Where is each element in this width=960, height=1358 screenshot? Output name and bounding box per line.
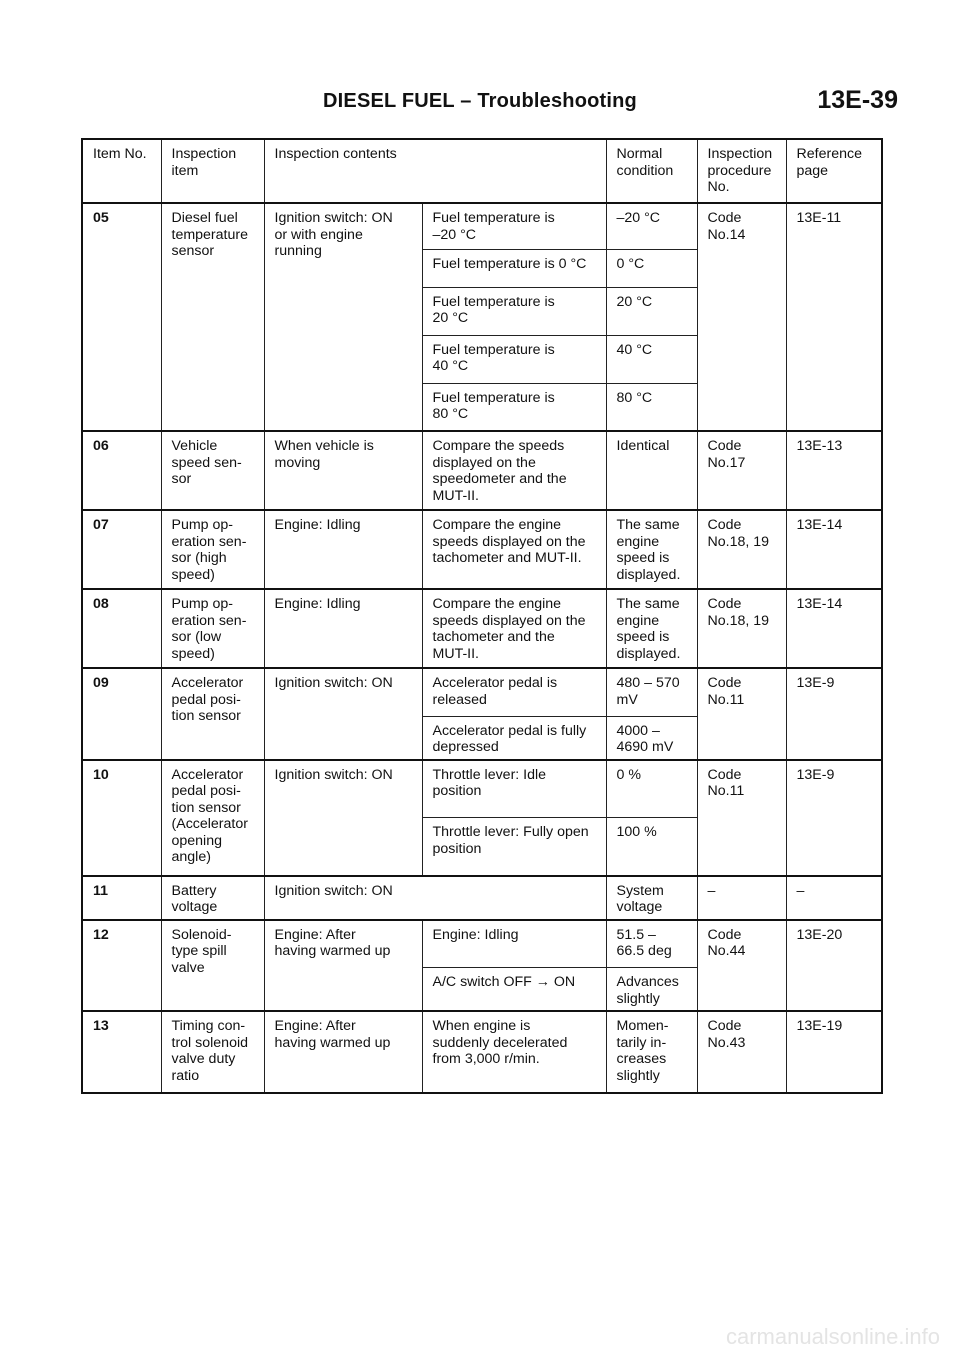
table-row: [82, 920, 882, 968]
table-row: [82, 1011, 882, 1093]
cell-procedure: Code No.11: [697, 760, 786, 876]
cell-inspection-item: Vehicle speed sen- sor: [161, 431, 264, 510]
cell-normal-condition: 100 %: [606, 818, 697, 876]
cell-normal-condition: The same engine speed is displayed.: [606, 589, 697, 668]
cell-procedure: Code No.44: [697, 920, 786, 1012]
cell-contents: Throttle lever: Idle position: [422, 760, 606, 818]
cell-condition: Engine: Idling: [264, 589, 422, 668]
cell-inspection-item: Diesel fuel temperature sensor: [161, 203, 264, 431]
cell-contents: Accelerator pedal is released: [422, 668, 606, 716]
table-row: [82, 876, 882, 920]
table-body: [82, 203, 882, 1093]
cell-item-no: 11: [82, 876, 161, 920]
cell-reference: 13E-9: [786, 668, 882, 760]
cell-contents: Fuel temperature is 80 °C: [422, 383, 606, 431]
cell-condition: When vehicle is moving: [264, 431, 422, 510]
cell-condition: Ignition switch: ON: [264, 760, 422, 876]
cell-condition: Engine: After having warmed up: [264, 920, 422, 1012]
cell-condition: Ignition switch: ON: [264, 876, 606, 920]
header-item-no: Item No.: [82, 139, 161, 203]
cell-inspection-item: Pump op- eration sen- sor (high speed): [161, 510, 264, 589]
cell-procedure: Code No.14: [697, 203, 786, 431]
cell-contents: Accelerator pedal is fully depressed: [422, 716, 606, 760]
cell-procedure: Code No.17: [697, 431, 786, 510]
cell-inspection-item: Timing con- trol solenoid valve duty ratio: [161, 1011, 264, 1093]
cell-item-no: 05: [82, 203, 161, 431]
cell-reference: 13E-11: [786, 203, 882, 431]
cell-normal-condition: Advances slightly: [606, 968, 697, 1012]
cell-contents: When engine is suddenly decelerated from 3,000 r/min.: [422, 1011, 606, 1093]
header-inspection-procedure: Inspection procedure No.: [697, 139, 786, 203]
cell-contents: Compare the engine speeds displayed on the tachometer and the MUT-II.: [422, 589, 606, 668]
cell-inspection-item: Accelerator pedal posi- tion sensor (Accelerator opening angle): [161, 760, 264, 876]
cell-inspection-item: Pump op- eration sen- sor (low speed): [161, 589, 264, 668]
cell-condition: Ignition switch: ON or with engine running: [264, 203, 422, 431]
table-row: [82, 760, 882, 818]
page-title: DIESEL FUEL – Troubleshooting: [323, 90, 637, 112]
cell-contents: Compare the speeds displayed on the speedometer and the MUT-II.: [422, 431, 606, 510]
header-inspection-contents: Inspection contents: [264, 139, 606, 203]
cell-normal-condition: 51.5 – 66.5 deg: [606, 920, 697, 968]
cell-inspection-item: Battery voltage: [161, 876, 264, 920]
cell-normal-condition: Identical: [606, 431, 697, 510]
table-row: [82, 668, 882, 716]
cell-normal-condition: 40 °C: [606, 335, 697, 383]
cell-procedure: –: [697, 876, 786, 920]
cell-reference: 13E-14: [786, 510, 882, 589]
header-inspection-item: Inspection item: [161, 139, 264, 203]
table-row: [82, 431, 882, 510]
cell-reference: 13E-20: [786, 920, 882, 1012]
cell-condition: Engine: After having warmed up: [264, 1011, 422, 1093]
table-row: [82, 589, 882, 668]
cell-item-no: 08: [82, 589, 161, 668]
cell-item-no: 07: [82, 510, 161, 589]
cell-procedure: Code No.11: [697, 668, 786, 760]
inspection-table: [81, 138, 883, 1094]
cell-reference: –: [786, 876, 882, 920]
cell-item-no: 10: [82, 760, 161, 876]
watermark-text: carmanualsonline.info: [725, 1324, 940, 1349]
cell-item-no: 12: [82, 920, 161, 1012]
table-header-row: [82, 139, 882, 203]
cell-contents: Fuel temperature is –20 °C: [422, 203, 606, 249]
table-row: [82, 203, 882, 249]
cell-contents: Fuel temperature is 40 °C: [422, 335, 606, 383]
cell-normal-condition: 0 %: [606, 760, 697, 818]
cell-procedure: Code No.18, 19: [697, 510, 786, 589]
cell-contents: Fuel temperature is 20 °C: [422, 287, 606, 335]
cell-contents: A/C switch OFF → ON: [422, 968, 606, 1012]
cell-reference: 13E-9: [786, 760, 882, 876]
cell-inspection-item: Accelerator pedal posi- tion sensor: [161, 668, 264, 760]
cell-normal-condition: 480 – 570 mV: [606, 668, 697, 716]
cell-contents: Engine: Idling: [422, 920, 606, 968]
cell-condition: Ignition switch: ON: [264, 668, 422, 760]
cell-normal-condition: 0 °C: [606, 249, 697, 287]
cell-inspection-item: Solenoid- type spill valve: [161, 920, 264, 1012]
cell-contents: Fuel temperature is 0 °C: [422, 249, 606, 287]
cell-contents: Compare the engine speeds displayed on the tachometer and MUT-II.: [422, 510, 606, 589]
cell-normal-condition: 80 °C: [606, 383, 697, 431]
page-number: 13E-39: [817, 86, 898, 114]
cell-normal-condition: 20 °C: [606, 287, 697, 335]
cell-procedure: Code No.43: [697, 1011, 786, 1093]
cell-condition: Engine: Idling: [264, 510, 422, 589]
cell-contents: Throttle lever: Fully open position: [422, 818, 606, 876]
cell-normal-condition: 4000 – 4690 mV: [606, 716, 697, 760]
cell-normal-condition: System voltage: [606, 876, 697, 920]
cell-reference: 13E-19: [786, 1011, 882, 1093]
cell-reference: 13E-13: [786, 431, 882, 510]
cell-item-no: 09: [82, 668, 161, 760]
header-normal-condition: Normal condition: [606, 139, 697, 203]
cell-normal-condition: –20 °C: [606, 203, 697, 249]
cell-normal-condition: Momen- tarily in- creases slightly: [606, 1011, 697, 1093]
cell-normal-condition: The same engine speed is displayed.: [606, 510, 697, 589]
cell-reference: 13E-14: [786, 589, 882, 668]
table-row: [82, 510, 882, 589]
cell-procedure: Code No.18, 19: [697, 589, 786, 668]
header-reference-page: Reference page: [786, 139, 882, 203]
cell-item-no: 06: [82, 431, 161, 510]
cell-item-no: 13: [82, 1011, 161, 1093]
